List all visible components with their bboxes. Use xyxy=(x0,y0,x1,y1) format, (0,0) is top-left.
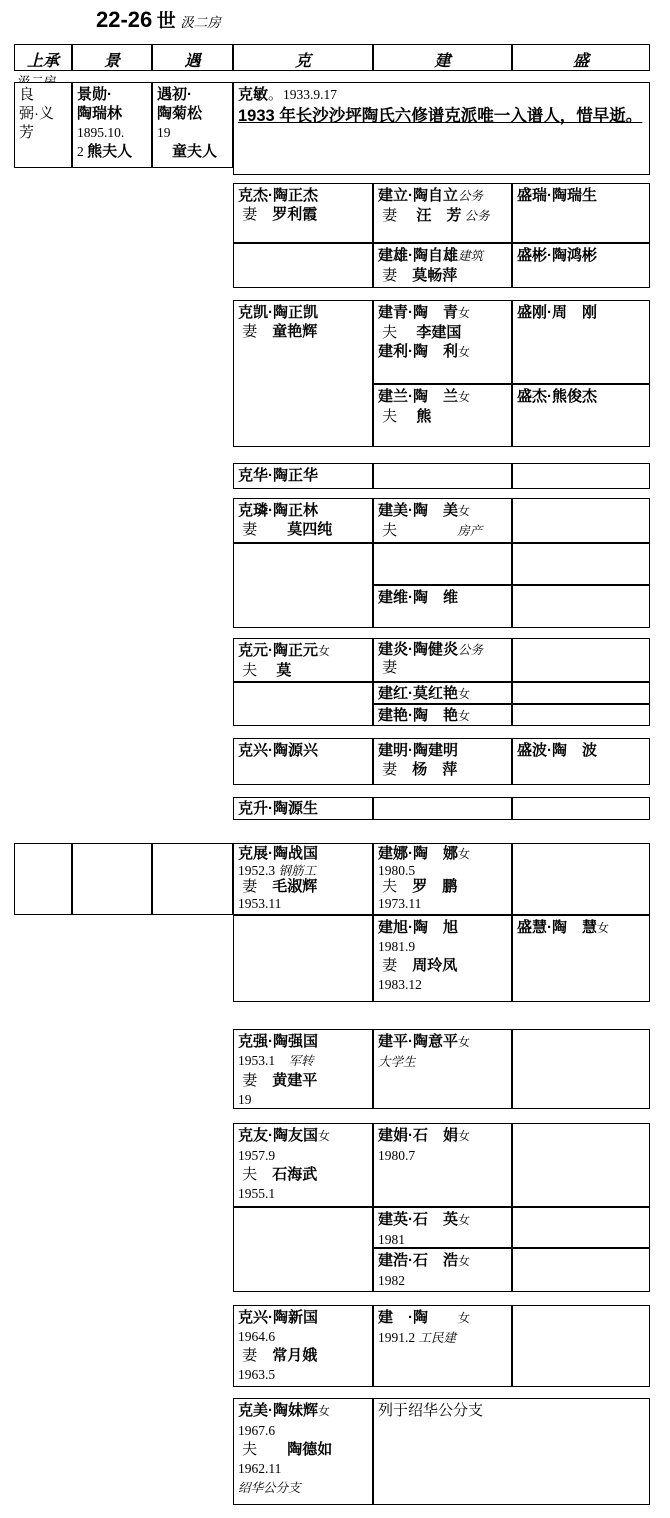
text-line xyxy=(238,1146,368,1165)
text-line xyxy=(238,1165,368,1184)
text-line xyxy=(378,1032,507,1052)
text-segment: 盛慧·陶 慧 xyxy=(517,919,597,936)
text-segment: 克敏 xyxy=(238,86,269,103)
text-line xyxy=(238,846,368,863)
text-line xyxy=(238,205,368,224)
text-segment: 女 xyxy=(458,390,471,404)
text-segment: 黄建平 xyxy=(272,1072,318,1089)
empty-cell xyxy=(512,704,650,726)
text-segment: 建娟·石 娟 xyxy=(378,1127,458,1144)
text-segment: 1964.6 xyxy=(238,1329,276,1344)
text-line xyxy=(77,85,147,104)
cell-keyou-jian-3 xyxy=(373,1248,512,1292)
text-segment: 2 xyxy=(77,144,88,159)
text-segment: 1981.9 xyxy=(378,939,416,954)
empty-cell xyxy=(512,1029,650,1109)
text-line xyxy=(238,1459,368,1478)
text-segment: 公务 xyxy=(458,643,484,657)
text-segment: 罗利霞 xyxy=(272,206,318,223)
text-line xyxy=(238,1071,368,1090)
text-line xyxy=(378,501,507,521)
text-segment: 童艳辉 xyxy=(272,323,318,340)
text-segment: 1963.5 xyxy=(238,1367,276,1382)
text-segment: 1952.3 xyxy=(238,862,279,878)
text-segment: 1980.7 xyxy=(378,1148,416,1163)
text-segment: 1933 年长沙沙坪陶氏六修谱克派唯一入谱人，惜早逝。 xyxy=(238,107,643,125)
text-segment: 熊夫人 xyxy=(87,143,133,160)
empty-cell xyxy=(233,543,373,628)
text-line xyxy=(378,1210,507,1230)
text-line xyxy=(378,521,507,541)
text-line xyxy=(238,85,645,104)
cell-keyou-jian-1 xyxy=(373,1123,512,1207)
cell-kexinguo-ke xyxy=(233,1305,373,1387)
text-line xyxy=(238,1346,368,1365)
text-segment: 景勋· xyxy=(77,86,112,103)
text-line xyxy=(378,1146,507,1165)
empty-cell xyxy=(373,463,512,489)
text-segment: 克兴·陶新国 xyxy=(238,1309,318,1326)
text-segment: 盛瑞·陶瑞生 xyxy=(517,187,597,204)
text-line xyxy=(517,387,645,406)
empty-cell xyxy=(512,585,650,628)
cell-keyuan-jian-1 xyxy=(373,638,512,682)
text-line xyxy=(238,741,368,760)
text-line xyxy=(517,741,645,760)
text-line xyxy=(157,104,228,123)
text-line xyxy=(238,1308,368,1327)
text-segment: 妻 xyxy=(238,878,273,895)
text-segment: 19 xyxy=(238,1092,252,1107)
text-segment: 钢筋工 xyxy=(278,863,317,878)
text-segment: 建艳·陶 艳 xyxy=(378,707,458,724)
cell-yuchu xyxy=(152,82,233,168)
text-segment: 1983.12 xyxy=(378,977,422,992)
text-line xyxy=(378,246,507,266)
text-segment: 夫 xyxy=(238,1166,273,1183)
text-segment: 女 xyxy=(597,921,610,935)
text-segment: 女 xyxy=(318,1404,331,1418)
text-line xyxy=(238,501,368,520)
text-segment: 陶菊松 xyxy=(157,105,203,122)
text-segment: 女 xyxy=(318,1129,331,1143)
empty-cell xyxy=(512,1123,650,1207)
text-line xyxy=(238,1032,368,1051)
text-segment: 夫 xyxy=(378,522,458,539)
text-segment: 女 xyxy=(458,345,471,359)
text-segment: 夫 xyxy=(238,1441,288,1458)
empty-cell xyxy=(512,682,650,704)
text-segment: 建利·陶 利 xyxy=(378,343,458,360)
text-segment: 克强·陶强国 xyxy=(238,1033,318,1050)
text-segment: 建明·陶建明 xyxy=(378,742,458,759)
text-segment: 建兰·陶 兰 xyxy=(378,388,458,405)
text-segment: 1991.2 xyxy=(378,1330,419,1345)
text-segment: 克升·陶源生 xyxy=(238,800,318,817)
cell-kejie-sheng-2 xyxy=(512,243,650,288)
cell-yufu xyxy=(152,843,233,915)
empty-cell xyxy=(373,543,512,585)
empty-cell xyxy=(512,843,650,915)
text-segment: 妻 xyxy=(238,1072,273,1089)
text-line xyxy=(238,1478,368,1498)
text-segment: 女 xyxy=(458,847,471,861)
text-line xyxy=(378,303,507,323)
generation-range: 22-26 xyxy=(96,7,153,32)
text-segment: 盛彬·陶鸿彬 xyxy=(517,247,597,264)
header-cell-shangcheng: 上承 xyxy=(14,44,72,71)
text-line xyxy=(238,879,368,896)
cell-kezhan-ke xyxy=(233,843,373,915)
text-segment: 女 xyxy=(458,306,471,320)
text-segment: 夫 xyxy=(378,878,413,895)
empty-cell xyxy=(233,243,373,288)
text-segment: 盛刚·周 刚 xyxy=(517,304,597,321)
header-cell-ke: 克 xyxy=(233,44,373,71)
text-segment: 军转 xyxy=(288,1054,314,1068)
text-line xyxy=(378,937,507,956)
empty-cell xyxy=(233,1207,373,1292)
cell-jingxun xyxy=(72,82,152,168)
text-line xyxy=(238,800,368,818)
cell-kekai-jian-2 xyxy=(373,384,512,447)
empty-cell xyxy=(233,682,373,726)
text-line xyxy=(378,896,507,913)
text-line xyxy=(238,104,645,129)
text-line xyxy=(238,520,368,539)
cell-kesheng-ke xyxy=(233,797,373,820)
text-line xyxy=(378,863,507,880)
cell-kelin-jian-3 xyxy=(373,585,512,628)
text-segment: 女 xyxy=(458,1254,471,1268)
cell-kemei-note xyxy=(373,1398,650,1505)
text-segment: 妻 xyxy=(238,323,273,340)
cell-kemei-ke xyxy=(233,1398,373,1505)
text-segment: 1973.11 xyxy=(378,895,422,911)
text-segment: 大学生 xyxy=(378,1055,416,1069)
cell-keyuan-ke xyxy=(233,638,373,682)
cell-keyuanxing-ke xyxy=(233,738,373,785)
text-segment: 19 xyxy=(157,125,171,140)
text-segment: 建红·莫红艳 xyxy=(378,685,458,702)
text-line xyxy=(378,1126,507,1146)
text-segment: 熊 xyxy=(416,408,432,425)
text-line xyxy=(378,266,507,285)
text-line xyxy=(378,641,507,659)
text-segment: 建 ·陶 xyxy=(378,1309,458,1326)
text-line xyxy=(238,322,368,341)
cell-kexinguo-jian xyxy=(373,1305,512,1387)
text-line xyxy=(378,1328,507,1348)
text-segment: 建浩·石 浩 xyxy=(378,1252,458,1269)
text-line xyxy=(19,123,67,142)
text-line xyxy=(238,466,368,485)
text-segment: 妻 xyxy=(378,957,413,974)
text-line xyxy=(238,1365,368,1384)
text-line xyxy=(378,206,507,226)
text-segment: 女 xyxy=(318,644,331,658)
text-line xyxy=(157,142,228,161)
text-segment: 周玲凤 xyxy=(412,957,458,974)
header-cell-yu: 遇 xyxy=(152,44,233,71)
generation-unit: 世 xyxy=(156,11,176,32)
text-segment: 建旭·陶 旭 xyxy=(378,919,458,936)
text-line xyxy=(378,760,507,779)
text-segment: 女 xyxy=(458,504,471,518)
text-segment: 1982 xyxy=(378,1273,405,1288)
text-line xyxy=(517,246,645,265)
text-segment: 1895.10. xyxy=(77,125,125,140)
cell-ancestor-liangbi xyxy=(14,82,72,168)
text-segment: 建维·陶 维 xyxy=(378,589,458,606)
text-line xyxy=(378,387,507,407)
text-line xyxy=(238,1440,368,1459)
text-segment: 妻 xyxy=(378,659,398,676)
page-title xyxy=(96,6,221,33)
text-line xyxy=(19,104,67,123)
text-line xyxy=(238,896,368,913)
text-segment: 列于绍华公分支 xyxy=(378,1402,484,1419)
text-segment: 女 xyxy=(458,1311,471,1325)
empty-cell xyxy=(512,498,650,543)
text-segment: 芳 xyxy=(19,124,35,141)
text-line xyxy=(378,956,507,975)
text-segment: 建娜·陶 娜 xyxy=(378,845,458,862)
cell-keqiang-jian xyxy=(373,1029,512,1109)
text-segment: 1981 xyxy=(378,1232,405,1247)
cell-jingshi xyxy=(72,843,152,915)
text-line xyxy=(378,975,507,994)
text-segment: 公务 xyxy=(461,209,490,223)
text-line xyxy=(157,85,228,104)
cell-keyuan-jian-2 xyxy=(373,682,512,704)
cell-kekai-ke xyxy=(233,300,373,447)
text-line xyxy=(378,1271,507,1290)
text-segment: 遇初· xyxy=(157,86,192,103)
text-segment: 。 xyxy=(268,86,284,103)
text-segment: 女 xyxy=(458,709,471,723)
empty-cell xyxy=(512,638,650,682)
text-line xyxy=(517,918,645,938)
text-line xyxy=(238,1401,368,1421)
cell-kekai-sheng-2 xyxy=(512,384,650,447)
text-line xyxy=(378,1230,507,1248)
text-segment: 建青·陶 青 xyxy=(378,304,458,321)
text-segment: 绍华公分支 xyxy=(238,1481,301,1495)
text-segment: 毛淑辉 xyxy=(272,878,318,895)
text-segment: 建雄·陶自雄 xyxy=(378,247,458,264)
text-segment: 陶瑞林 xyxy=(77,105,123,122)
text-segment: 工民建 xyxy=(418,1331,457,1345)
cell-kelin-ke xyxy=(233,498,373,543)
text-segment: 女 xyxy=(458,1129,471,1143)
text-line xyxy=(238,1126,368,1146)
text-segment: 盛杰·熊俊杰 xyxy=(517,388,597,405)
text-segment: 公务 xyxy=(458,189,484,203)
text-segment: 妻 xyxy=(238,1347,273,1364)
text-segment: 石海武 xyxy=(272,1166,318,1183)
text-line xyxy=(77,123,147,142)
text-segment: 夫 xyxy=(378,408,417,425)
text-segment: 夫 xyxy=(378,324,417,341)
text-segment: 1967.6 xyxy=(238,1423,276,1438)
cell-kemin-note xyxy=(233,82,650,175)
text-line xyxy=(238,1421,368,1440)
text-segment: 妻 xyxy=(378,761,413,778)
text-line xyxy=(378,685,507,703)
text-line xyxy=(517,303,645,322)
text-segment: 陶德如 xyxy=(287,1441,333,1458)
text-line xyxy=(378,407,507,426)
text-segment: 良 xyxy=(19,86,35,103)
empty-cell xyxy=(512,1207,650,1248)
empty-cell xyxy=(373,797,512,820)
text-line xyxy=(378,1308,507,1328)
text-segment: 克杰·陶正杰 xyxy=(238,187,318,204)
text-segment: 1953.11 xyxy=(238,895,282,911)
text-segment: 汪 芳 xyxy=(416,207,462,224)
text-line xyxy=(378,588,507,607)
text-segment: 建炎·陶健炎 xyxy=(378,641,458,658)
text-segment: 女 xyxy=(458,1213,471,1227)
text-segment: 克友·陶友国 xyxy=(238,1127,318,1144)
text-line xyxy=(77,142,147,161)
text-segment: 妻 xyxy=(238,206,273,223)
text-line xyxy=(238,186,368,205)
text-line xyxy=(238,661,368,680)
empty-cell xyxy=(512,797,650,820)
text-line xyxy=(378,918,507,937)
text-line xyxy=(238,863,368,880)
text-segment: 建英·石 英 xyxy=(378,1211,458,1228)
text-line xyxy=(378,342,507,362)
text-segment: 1980.5 xyxy=(378,862,416,878)
branch-name: 汲二房 xyxy=(180,15,221,30)
text-segment: 1953.1 xyxy=(238,1053,289,1068)
cell-kejie-sheng-1 xyxy=(512,183,650,243)
text-line xyxy=(77,104,147,123)
text-segment: 1955.1 xyxy=(238,1186,276,1201)
text-segment: 莫四纯 xyxy=(287,521,333,538)
text-line xyxy=(378,1401,645,1420)
empty-cell xyxy=(233,915,373,1002)
text-segment: 克美·陶妹辉 xyxy=(238,1402,318,1419)
text-segment: 女 xyxy=(458,1035,471,1049)
text-segment: 盛波·陶 波 xyxy=(517,742,597,759)
text-line xyxy=(238,641,368,661)
cell-keyou-ke xyxy=(233,1123,373,1207)
cell-kejie-jian-2 xyxy=(373,243,512,288)
text-line xyxy=(157,123,228,142)
text-segment: 克华·陶正华 xyxy=(238,467,318,484)
text-segment: 克璘·陶正林 xyxy=(238,502,318,519)
text-segment: 1957.9 xyxy=(238,1148,276,1163)
text-segment: 李建国 xyxy=(416,324,462,341)
cell-keyuanxing-jian xyxy=(373,738,512,785)
text-line xyxy=(378,186,507,206)
empty-cell xyxy=(512,1305,650,1387)
text-segment: 夫 xyxy=(238,662,277,679)
text-line xyxy=(238,1327,368,1346)
empty-cell xyxy=(512,1248,650,1292)
text-segment: 罗 鹏 xyxy=(412,878,458,895)
text-segment: 弼·义 xyxy=(19,105,54,122)
cell-keyuanxing-sheng xyxy=(512,738,650,785)
text-segment: 克凯·陶正凯 xyxy=(238,304,318,321)
text-segment: 女 xyxy=(458,687,471,701)
cell-kehua-ke xyxy=(233,463,373,489)
text-segment: 建美·陶 美 xyxy=(378,502,458,519)
cell-kejie-ke xyxy=(233,183,373,243)
cell-kejie-jian-1 xyxy=(373,183,512,243)
cell-keyou-jian-2 xyxy=(373,1207,512,1248)
cell-kekai-sheng-1 xyxy=(512,300,650,384)
cell-kekai-jian-1 xyxy=(373,300,512,384)
empty-cell xyxy=(512,543,650,585)
text-line xyxy=(238,303,368,322)
text-line xyxy=(378,707,507,725)
header-cell-sheng: 盛 xyxy=(512,44,650,71)
text-segment: 童夫人 xyxy=(157,143,218,160)
cell-kezhan-jian-1 xyxy=(373,843,512,915)
text-segment: 克兴·陶源兴 xyxy=(238,742,318,759)
text-segment: 妻 xyxy=(378,267,413,284)
cell-keyuan-jian-3 xyxy=(373,704,512,726)
text-line xyxy=(238,1184,368,1203)
text-segment: 杨 萍 xyxy=(412,761,458,778)
text-segment: 1962.11 xyxy=(238,1461,282,1476)
text-line xyxy=(19,85,67,104)
text-segment: 1933.9.17 xyxy=(283,87,338,102)
text-line xyxy=(378,323,507,342)
text-line xyxy=(238,1051,368,1071)
header-cell-jian: 建 xyxy=(373,44,512,71)
cell-kelin-jian-1 xyxy=(373,498,512,543)
text-segment: 莫畅萍 xyxy=(412,267,458,284)
empty-cell xyxy=(512,463,650,489)
text-line xyxy=(378,1251,507,1271)
text-line xyxy=(378,659,507,677)
cell-ancestor-liangjia xyxy=(14,843,72,915)
cell-kezhan-jian-2 xyxy=(373,915,512,1002)
text-segment: 克元·陶正元 xyxy=(238,642,318,659)
text-line xyxy=(378,846,507,863)
text-line xyxy=(378,879,507,896)
text-line xyxy=(378,741,507,760)
text-segment: 妻 xyxy=(378,207,417,224)
text-segment: 建立·陶自立 xyxy=(378,187,458,204)
text-segment: 建筑 xyxy=(458,249,484,263)
text-line xyxy=(378,1052,507,1072)
text-segment: 建平·陶意平 xyxy=(378,1033,458,1050)
text-line xyxy=(238,1090,368,1109)
text-segment: 房产 xyxy=(457,524,483,538)
cell-keqiang-ke xyxy=(233,1029,373,1109)
text-segment: 妻 xyxy=(238,521,288,538)
text-segment: 常月娥 xyxy=(272,1347,318,1364)
text-segment: 克展·陶战国 xyxy=(238,845,318,862)
cell-kezhan-sheng-2 xyxy=(512,915,650,1002)
text-line xyxy=(517,186,645,205)
text-segment: 莫 xyxy=(276,662,292,679)
header-cell-jing: 景 xyxy=(72,44,152,71)
